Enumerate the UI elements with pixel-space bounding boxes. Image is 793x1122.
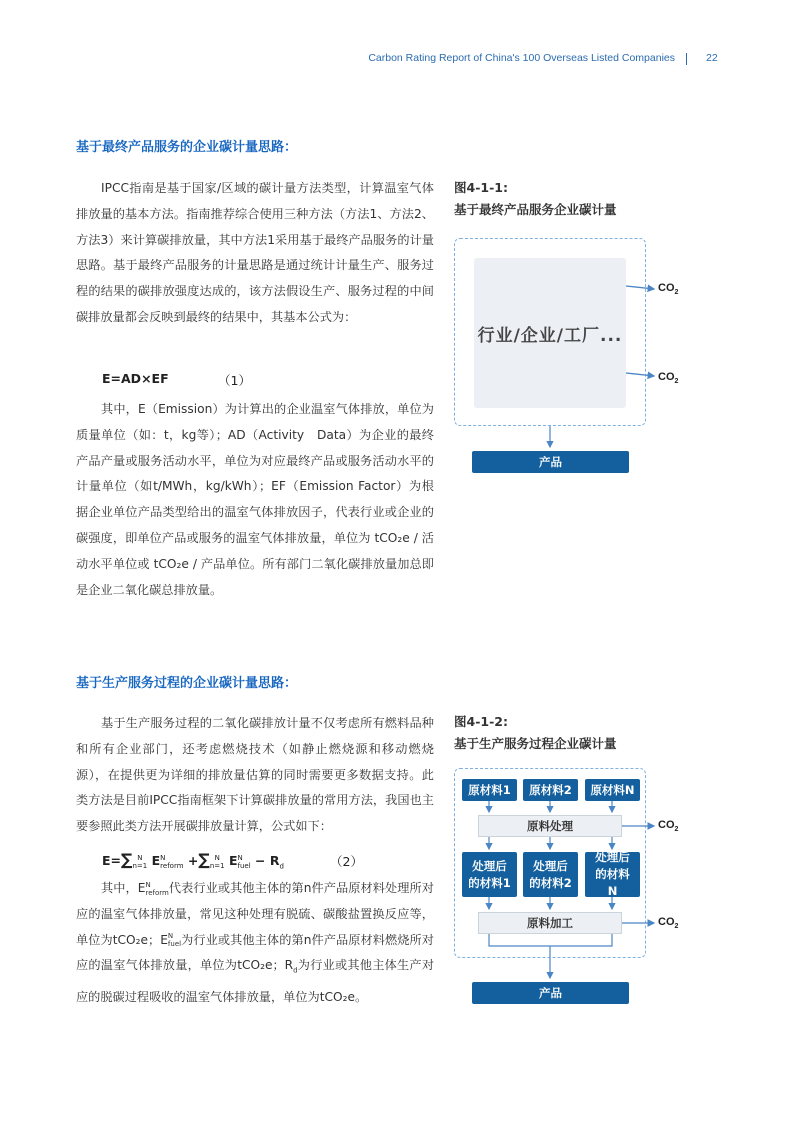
running-header-title: Carbon Rating Report of China's 100 Overseas Listed Companies	[368, 52, 675, 64]
raw-material-2-box: 原材料2	[523, 779, 578, 801]
figure-2-caption	[454, 711, 617, 755]
formula-2: E=∑ N n=1 E N reform +∑ N n=1 E N fuel − $R_d$	[102, 850, 284, 871]
figure-1-number: 图4-1-1:	[454, 180, 508, 195]
co2-label: $CO_2$	[658, 282, 679, 297]
processed-material-1-box: 处理后的材料1	[462, 852, 517, 897]
figure-1-title: 基于最终产品服务企业碳计量	[454, 202, 617, 217]
figure-2-number: 图4-1-2:	[454, 714, 508, 729]
co2-label: $CO_2$	[658, 371, 679, 386]
product-box: 产品	[472, 982, 629, 1004]
header-divider	[686, 53, 687, 65]
raw-material-1-box: 原材料1	[462, 779, 517, 801]
raw-material-processing-bar: 原料处理	[478, 815, 622, 837]
processed-material-n-box: 处理后的材料N	[585, 852, 640, 897]
figure-1-caption	[454, 177, 617, 221]
figure-2-title: 基于生产服务过程企业碳计量	[454, 736, 617, 751]
section-2-paragraph-1: 基于生产服务过程的二氧化碳排放计量不仅考虑所有燃料品种和所有企业部门，还考虑燃烧技术（如静止燃烧源和移动燃烧源），在提供更为详细的排放量估算的同时需要更多数据支持。此类方法是目前IPCC指南框架下计算碳排放量的常用方法，我国也主要参照此类方法开展碳排放量计算，公式如下：	[76, 716, 434, 834]
formula-1: E=AD×EF	[102, 371, 169, 386]
formula-1-number: （1）	[218, 373, 251, 388]
formula-2-number: （2）	[330, 854, 363, 869]
section-1-title: 基于最终产品服务的企业碳计量思路：	[76, 140, 298, 155]
section-1-paragraph-1: IPCC指南是基于国家/区域的碳计量方法类型，计算温室气体排放量的基本方法。指南推荐综合使用三种方法（方法1、方法2、方法3）来计算碳排放量，其中方法1采用基于最终产品服务的计量思路。基于最终产品服务的计量思路是通过统计计量生产、服务过程的结果的碳排放强度达成的，该方法假设生产、服务过程的中间碳排放量都会反映到最终的结果中，其基本公式为：	[76, 181, 434, 324]
industry-enterprise-factory-box: 行业/企业/工厂...	[474, 258, 626, 408]
processed-material-2-box: 处理后的材料2	[523, 852, 578, 897]
section-2-title: 基于生产服务过程的企业碳计量思路：	[76, 676, 298, 691]
section-1-paragraph-2: 其中，E（Emission）为计算出的企业温室气体排放，单位为质量单位（如：t，kg等）；AD（Activity Data）为企业的最终产品产量或服务活动水平，单位为对应最终产品或服务活动水平的计量单位（如t/MWh，kg/kWh）；EF（Emission Factor）为根据企业单位产品类型给出的温室气体排放因子，代表行业或企业的碳强度，即单位产品或服务的温室气体排放量，单位为 tCO₂e / 活动水平单位或 tCO₂e / 产品单位。所有部门二氧化碳排放量加总即是企业二氧化碳总排放量。	[76, 402, 434, 597]
section-2-paragraph-2: 其中，E N reform 代表行业或其他主体的第n件产品原材料处理所对应的温室气体排放量，常见这种处理有脱硫、碳酸盐置换反应等，单位为tCO₂e；E N fuel 为行业或其他主体的第n件产品原材料燃烧所对应的温室气体排放量，单位为tCO₂e；$R_d$为行业或其他主体生产对应的脱碳过程吸收的温室气体排放量，单位为tCO₂e。	[76, 880, 435, 1004]
page-number: 22	[706, 52, 718, 64]
product-box: 产品	[472, 451, 629, 473]
raw-material-n-box: 原材料N	[585, 779, 640, 801]
co2-label: $CO_2$	[658, 916, 679, 931]
raw-material-fabrication-bar: 原料加工	[478, 912, 622, 934]
co2-label: $CO_2$	[658, 819, 679, 834]
